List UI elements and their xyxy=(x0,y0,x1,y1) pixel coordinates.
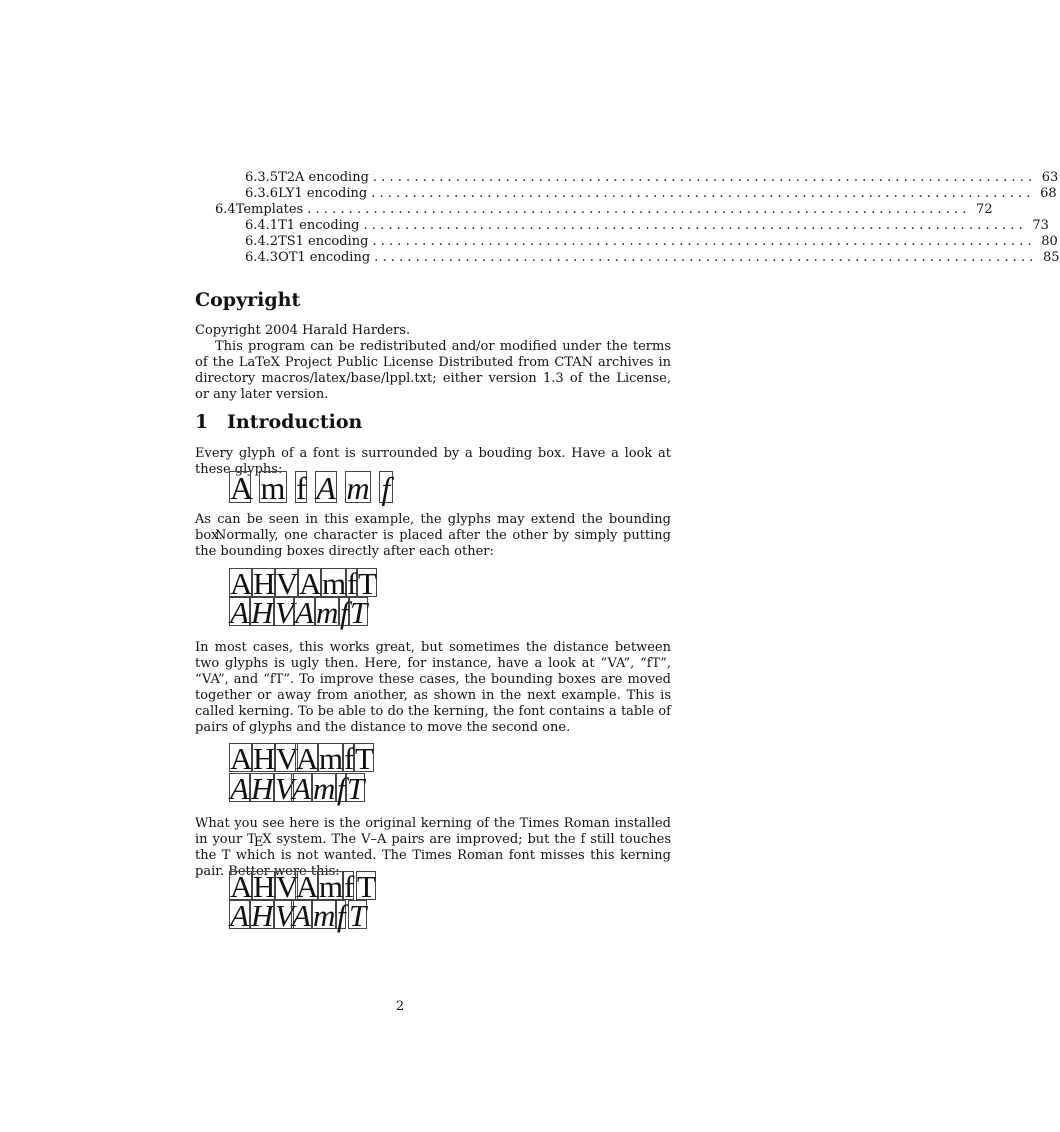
toc-number: 6.4.3 xyxy=(245,250,279,265)
glyph-box: m xyxy=(313,771,336,806)
glyph-box: A xyxy=(296,869,319,904)
glyph-box: H xyxy=(251,595,274,630)
glyph-box: H xyxy=(253,566,276,601)
toc-entry[interactable] xyxy=(195,186,1057,202)
glyph-box: A xyxy=(296,741,319,776)
toc-leader-dots: ................................................................................ xyxy=(371,186,1035,201)
toc-title: Templates xyxy=(235,202,304,217)
toc-leader-dots: ................................................................................ xyxy=(363,218,1027,233)
glyph-box: V xyxy=(276,741,299,776)
glyph-box: V xyxy=(275,595,294,630)
toc-number: 6.3.5 xyxy=(245,170,279,185)
glyph-box: A xyxy=(230,566,253,601)
glyph-bbox-sample xyxy=(229,471,401,504)
toc-entry[interactable] xyxy=(195,250,1060,266)
toc-title: OT1 encoding xyxy=(278,250,371,265)
glyph-box: H xyxy=(251,898,274,933)
toc-entry[interactable] xyxy=(195,234,1058,250)
glyph-box: f xyxy=(379,471,393,503)
glyph-box: A xyxy=(316,470,336,506)
glyph-box: A xyxy=(230,741,253,776)
glyph-box: A xyxy=(230,771,249,806)
toc-number: 6.4 xyxy=(215,202,236,217)
glyph-box: m xyxy=(346,470,370,506)
glyph-box: A xyxy=(292,898,311,933)
glyph-row-upright-improved xyxy=(229,869,376,904)
glyph-box: H xyxy=(253,741,276,776)
glyph-row-upright-unkerned xyxy=(229,566,377,601)
glyph-row-upright-kerned xyxy=(229,741,374,776)
glyph-box: A xyxy=(295,595,314,630)
glyph-box: T xyxy=(347,771,365,806)
glyph-box: V xyxy=(275,898,294,933)
glyph-box: T xyxy=(357,869,376,904)
toc-leader-dots: ................................................................................ xyxy=(374,250,1038,265)
toc-title: T1 encoding xyxy=(278,218,360,233)
toc-page-number: 85 xyxy=(1043,250,1060,265)
glyph-box: f xyxy=(337,771,346,806)
toc-page-number: 72 xyxy=(976,202,993,217)
table-of-contents xyxy=(195,170,1060,266)
toc-entry[interactable] xyxy=(195,218,1049,234)
glyph-box: f xyxy=(340,595,349,630)
glyph-box: V xyxy=(276,566,299,601)
intro-paragraph-1: Every glyph of a font is surrounded by a bouding box. Have a look at these glyphs: xyxy=(195,446,671,477)
toc-leader-dots: ................................................................................ xyxy=(372,170,1037,185)
toc-page-number: 68 xyxy=(1040,186,1057,201)
glyph-box: m xyxy=(319,741,344,776)
intro-paragraph-3: Normally, one character is placed after the other by simply putting the bounding boxes directly after each other: xyxy=(195,528,671,559)
toc-page-number: 63 xyxy=(1041,170,1059,185)
glyph-box: m xyxy=(313,898,336,933)
section-number: 1 xyxy=(195,411,209,433)
glyph-box: T xyxy=(350,595,368,630)
toc-entry[interactable] xyxy=(195,202,993,218)
glyph-box: A xyxy=(230,470,254,506)
intro-paragraph-5: What you see here is the original kerning of the Times Roman installed in your TEX system. The V–A pairs are improved; but the f still touches the T which is not wanted. The Times Roman font misses this kerning pair. Better were this: xyxy=(195,816,671,879)
glyph-box: T xyxy=(355,741,374,776)
glyph-box: A xyxy=(230,869,253,904)
intro-paragraph-2: As can be seen in this example, the glyphs may extend the bounding box. xyxy=(195,512,671,543)
glyph-row-italic-unkerned xyxy=(229,595,368,630)
glyph-row-italic-kerned xyxy=(229,771,365,806)
introduction-heading xyxy=(195,411,362,433)
glyph-box: A xyxy=(230,898,249,933)
glyph-box: T xyxy=(349,898,367,933)
toc-title: LY1 encoding xyxy=(278,186,368,201)
glyph-box: A xyxy=(299,566,322,601)
glyph-box: T xyxy=(358,566,377,601)
toc-page-number: 73 xyxy=(1032,218,1049,233)
toc-page-number: 80 xyxy=(1041,234,1058,249)
toc-leader-dots: ................................................................................ xyxy=(307,202,971,217)
glyph-box: m xyxy=(319,869,344,904)
glyph-box: m xyxy=(260,470,286,506)
glyph-row-italic-improved xyxy=(229,898,367,933)
glyph-box: m xyxy=(322,566,347,601)
glyph-box: V xyxy=(275,771,294,806)
toc-title: T2A encoding xyxy=(278,170,369,185)
glyph-box: V xyxy=(276,869,299,904)
copyright-heading: Copyright xyxy=(195,289,301,311)
glyph-box: H xyxy=(253,869,276,904)
glyph-box: A xyxy=(230,595,249,630)
glyph-box: f xyxy=(344,869,355,904)
toc-number: 6.3.6 xyxy=(245,186,279,201)
toc-number: 6.4.1 xyxy=(245,218,279,233)
toc-title: TS1 encoding xyxy=(278,234,369,249)
glyph-box: H xyxy=(251,771,274,806)
glyph-box: f xyxy=(337,898,346,933)
toc-leader-dots: ................................................................................ xyxy=(372,234,1036,249)
copyright-line: Copyright 2004 Harald Harders. xyxy=(195,323,411,338)
glyph-box: A xyxy=(292,771,311,806)
glyph-box: f xyxy=(344,741,355,776)
glyph-box: f xyxy=(296,470,307,506)
license-paragraph: This program can be redistributed and/or modified under the terms of the LaTeX Project Public License Distributed from CTAN archives in directory macros/latex/base/lppl.txt; either version 1.3 of the License, or any later version. xyxy=(195,339,671,402)
toc-number: 6.4.2 xyxy=(245,234,279,249)
glyph-box: m xyxy=(316,595,339,630)
section-title: Introduction xyxy=(227,411,363,433)
page-number: 2 xyxy=(395,999,405,1014)
intro-paragraph-4: In most cases, this works great, but sometimes the distance between two glyphs is ugly then. Here, for instance, have a look at “VA”, “fT”, “VA”, and “fT”. To improve these cases, the bounding boxes are moved together or away from another, as shown in the next example. This is called kerning. To be able to do the kerning, the font contains a table of pairs of glyphs and the distance to move the second one. xyxy=(195,640,671,735)
glyph-box: f xyxy=(347,566,358,601)
toc-entry[interactable] xyxy=(195,170,1059,186)
